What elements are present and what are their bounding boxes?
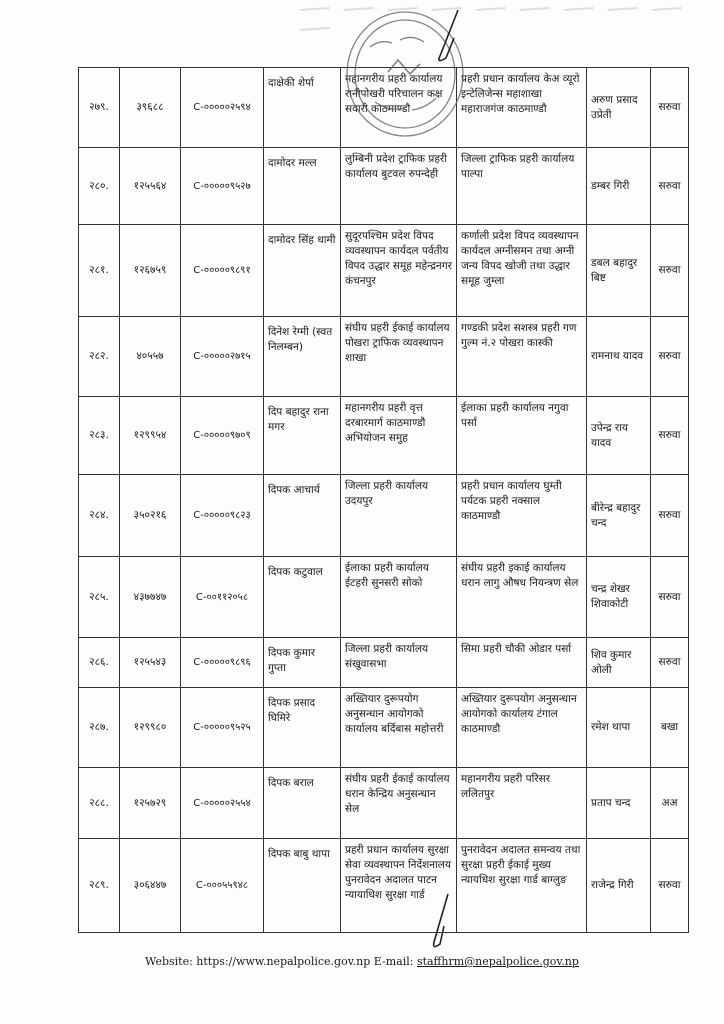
table-row [79,475,689,557]
new-office: महानगरीय प्रहरी परिसर ललितपुर [457,768,587,839]
new-office: सिमा प्रहरी चौकी ओडार पर्सा [457,638,587,688]
employee-code: C-००११२०५८ [181,557,264,638]
replacement-name: उपेन्द्र राय यादव [587,397,651,475]
footer-contact [0,955,724,968]
remark: सरुवा [651,68,689,148]
replacement-name: राजेन्द्र गिरी [587,839,651,933]
serial-number: २८१. [79,225,120,317]
remark: सरुवा [651,397,689,475]
new-office: पुनरावेदन अदालत समन्वय तथा सुरक्षा प्रहरी ईकाई मुख्य न्यायधिश सुरक्षा गार्ड बाग्लुङ [457,839,587,933]
bleed-through-marks [300,4,720,44]
email-label: E-mail: [373,955,414,968]
employee-code: C-०००००९८९६ [181,638,264,688]
employee-number: १२५५६४ [120,148,181,225]
table-row [79,397,689,475]
serial-number: २८३. [79,397,120,475]
replacement-name: अरुण प्रसाद उप्रेती [587,68,651,148]
employee-code: C-०००००९५२७ [181,148,264,225]
employee-code: C-०००००९७०९ [181,397,264,475]
employee-name: दिपक कुमार गुप्ता [264,638,341,688]
employee-number: ४३७७४७ [120,557,181,638]
current-office: जिल्ला प्रहरी कार्यालय संखुवासभा [341,638,457,688]
table-row [79,225,689,317]
new-office: प्रहरी प्रधान कार्यालय घुम्ती पर्यटक प्रहरी नक्साल काठमाण्डौ [457,475,587,557]
employee-number: ३०६४४७ [120,839,181,933]
remark: सरुवा [651,839,689,933]
remark: सरुवा [651,557,689,638]
serial-number: २८०. [79,148,120,225]
employee-code: C-०००००२५९४ [181,68,264,148]
serial-number: २८२. [79,317,120,397]
table-row [79,317,689,397]
employee-code: C-०००००९८९१ [181,225,264,317]
new-office: गण्डकी प्रदेश सशस्त्र प्रहरी गण गुल्म नं.२ पोखरा कास्की [457,317,587,397]
employee-code: C-०००००२७१५ [181,317,264,397]
remark: सरुवा [651,475,689,557]
current-office: संघीय प्रहरी ईकाई कार्यालय पोखरा ट्राफिक व्यवस्थापन शाखा [341,317,457,397]
current-office: संघीय प्रहरी ईकाई कार्यालय धरान केन्द्रिय अनुसन्धान सेल [341,768,457,839]
employee-code: C-०००००९८२३ [181,475,264,557]
table-row [79,688,689,768]
serial-number: २७९. [79,68,120,148]
remark: सरुवा [651,148,689,225]
new-office: ईलाका प्रहरी कार्यालय नगुवा पर्सा [457,397,587,475]
replacement-name: चन्द्र शेखर शिवाकोटी [587,557,651,638]
remark: सरुवा [651,317,689,397]
new-office: जिल्ला ट्राफिक प्रहरी कार्यालय पाल्पा [457,148,587,225]
table-row [79,557,689,638]
current-office: जिल्ला प्रहरी कार्यालय उदयपुर [341,475,457,557]
replacement-name: बीरेन्द्र बहादुर चन्द [587,475,651,557]
remark: बखा [651,688,689,768]
employee-name: दिप बहादुर राना मगर [264,397,341,475]
table-row [79,148,689,225]
table-row [79,68,689,148]
table-row [79,768,689,839]
replacement-name: डम्बर गिरी [587,148,651,225]
new-office: प्रहरी प्रधान कार्यालय केअ व्यूरो इन्टेलिजेन्स महाशाखा महाराजगंज काठमाण्डौ [457,68,587,148]
employee-number: १२५५४३ [120,638,181,688]
replacement-name: शिव कुमार ओली [587,638,651,688]
employee-number: १२६७५९ [120,225,181,317]
employee-number: ४०५५७ [120,317,181,397]
current-office: लुम्बिनी प्रदेश ट्राफिक प्रहरी कार्यालय बुटवल रुपन्देही [341,148,457,225]
employee-number: १२९९५४ [120,397,181,475]
employee-name: दिनेश रेग्मी (स्वत निलम्बन) [264,317,341,397]
employee-name: दिपक बराल [264,768,341,839]
employee-number: १२९९८० [120,688,181,768]
replacement-name: रमेश थापा [587,688,651,768]
remark: सरुवा [651,638,689,688]
current-office: सुदूरपश्चिम प्रदेश विपद व्यवस्थापन कार्यदल पर्वतीय विपद उद्धार समूह महेन्द्रनगर कंचनपुर [341,225,457,317]
employee-code: C-०००००९५२५ [181,688,264,768]
new-office: संघीय प्रहरी इकाई कार्यालय धरान लागु औषध नियन्त्रण सेल [457,557,587,638]
website-text: Website: https://www.nepalpolice.gov.np [145,955,371,968]
replacement-name: रामनाथ यादव [587,317,651,397]
serial-number: २८४. [79,475,120,557]
table-row [79,839,689,933]
employee-name: दामोदर सिंह धामी [264,225,341,317]
employee-code: C-०००००२५५४ [181,768,264,839]
current-office: ईलाका प्रहरी कार्यालय ईटहरी सुनसरी सोको [341,557,457,638]
remark: सरुवा [651,225,689,317]
serial-number: २८७. [79,688,120,768]
replacement-name: प्रताप चन्द [587,768,651,839]
employee-number: ३९६८८ [120,68,181,148]
employee-name: दिपक आचार्य [264,475,341,557]
employee-code: C-०००५५९४८ [181,839,264,933]
employee-name: दिपक बाबु थापा [264,839,341,933]
employee-name: दिपक प्रसाद घिमिरे [264,688,341,768]
current-office: महानगरीय प्रहरी कार्यालय रानीपोखरी परिचालन कक्ष सवारी काठमाण्डौ [341,68,457,148]
transfer-table [78,67,689,933]
serial-number: २८९. [79,839,120,933]
employee-number: १२५७२९ [120,768,181,839]
serial-number: २८६. [79,638,120,688]
current-office: अख्तियार दुरूपयोग अनुसन्धान आयोगको कार्यालय बर्दिबास महोत्तरी [341,688,457,768]
serial-number: २८८. [79,768,120,839]
new-office: अख्तियार दुरूपयोग अनुसन्धान आयोगको कार्यालय टंगाल काठमाण्डौ [457,688,587,768]
employee-name: दामोदर मल्ल [264,148,341,225]
table-row [79,638,689,688]
replacement-name: डबल बहादुर बिष्ट [587,225,651,317]
email-link[interactable]: staffhrm@nepalpolice.gov.np [416,955,579,968]
current-office: प्रहरी प्रधान कार्यालय सुरक्षा सेवा व्यवस्थापन निर्देशनालय पुनरावेदन अदालत पाटन न्यायाधिश सुरक्षा गार्ड [341,839,457,933]
serial-number: २८५. [79,557,120,638]
employee-number: ३५०२१६ [120,475,181,557]
employee-name: दिपक कटुवाल [264,557,341,638]
current-office: महानगरीय प्रहरी वृत्त दरबारमार्ग काठमाण्डौ अभियोजन समुह [341,397,457,475]
employee-name: दाक्षेकी शेर्पा [264,68,341,148]
new-office: कर्णाली प्रदेश विपद व्यवस्थापन कार्यदल अग्नीसमन तथा अग्नी जन्य विपद खोजी तथा उद्धार समूह जुम्ला [457,225,587,317]
remark: अअ [651,768,689,839]
